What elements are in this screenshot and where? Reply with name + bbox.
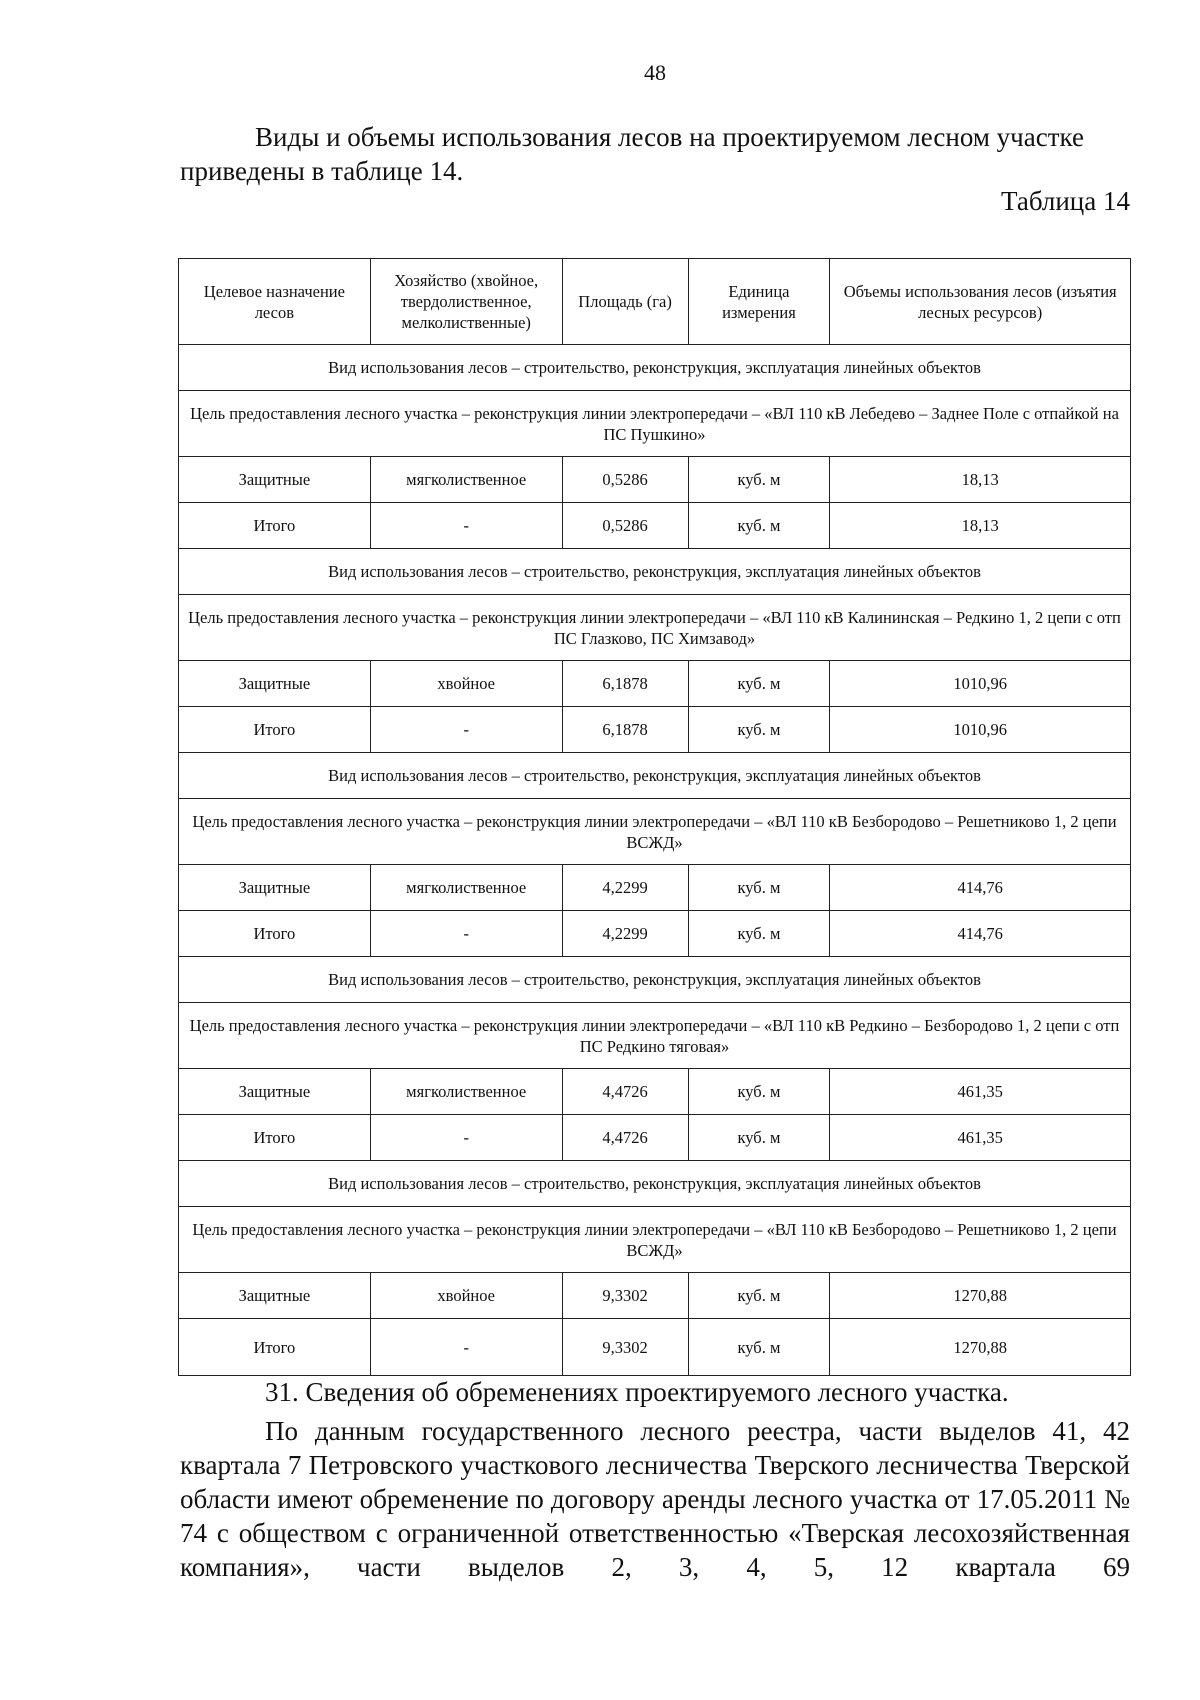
section-cell: Вид использования лесов – строительство, реконструкция, эксплуатация линейных объектов: [179, 957, 1131, 1003]
cell-economy: мягколиственное: [370, 1069, 562, 1115]
section-cell: Вид использования лесов – строительство, реконструкция, эксплуатация линейных объектов: [179, 345, 1131, 391]
section-cell: Вид использования лесов – строительство, реконструкция, эксплуатация линейных объектов: [179, 1161, 1131, 1207]
cell-purpose: Итого: [179, 503, 371, 549]
cell-economy: -: [370, 1319, 562, 1376]
intro-paragraph: Виды и объемы использования лесов на проектируемом лесном участке приведены в таблице 14.: [180, 122, 1084, 186]
cell-area: 4,4726: [562, 1069, 688, 1115]
cell-volume: 1270,88: [830, 1273, 1131, 1319]
section-row: [179, 753, 1131, 799]
cell-purpose: Защитные: [179, 865, 371, 911]
header-economy: Хозяйство (хвойное, твердолиственное, мелколиственные): [370, 259, 562, 345]
cell-volume: 461,35: [830, 1069, 1131, 1115]
cell-unit: куб. м: [688, 1319, 830, 1376]
cell-unit: куб. м: [688, 1273, 830, 1319]
page-number: 48: [644, 60, 666, 85]
cell-economy: -: [370, 707, 562, 753]
cell-unit: куб. м: [688, 1115, 830, 1161]
goal-cell: Цель предоставления лесного участка – реконструкция линии электропередачи – «ВЛ 110 кВ Безбородово – Решетниково 1, 2 цепи ВСЖД»: [179, 799, 1131, 865]
section-row: [179, 1161, 1131, 1207]
cell-area: 9,3302: [562, 1273, 688, 1319]
section-cell: Вид использования лесов – строительство, реконструкция, эксплуатация линейных объектов: [179, 753, 1131, 799]
cell-economy: мягколиственное: [370, 865, 562, 911]
cell-economy: -: [370, 1115, 562, 1161]
cell-volume: 18,13: [830, 457, 1131, 503]
cell-area: 0,5286: [562, 457, 688, 503]
cell-unit: куб. м: [688, 707, 830, 753]
table-row-total: [179, 707, 1131, 753]
cell-economy: хвойное: [370, 661, 562, 707]
cell-volume: 18,13: [830, 503, 1131, 549]
cell-economy: -: [370, 911, 562, 957]
cell-unit: куб. м: [688, 911, 830, 957]
forest-use-table: [178, 258, 1131, 1376]
table-row: [179, 1069, 1131, 1115]
cell-economy: мягколиственное: [370, 457, 562, 503]
cell-purpose: Защитные: [179, 1069, 371, 1115]
cell-purpose: Итого: [179, 911, 371, 957]
table-row-total: [179, 503, 1131, 549]
goal-cell: Цель предоставления лесного участка – реконструкция линии электропередачи – «ВЛ 110 кВ Лебедево – Заднее Поле с отпайкой на ПС Пушкино»: [179, 391, 1131, 457]
cell-unit: куб. м: [688, 661, 830, 707]
table-row: [179, 457, 1131, 503]
cell-purpose: Итого: [179, 1115, 371, 1161]
section-row: [179, 549, 1131, 595]
table-row: [179, 865, 1131, 911]
table-row-total: [179, 1115, 1131, 1161]
cell-area: 4,2299: [562, 865, 688, 911]
cell-volume: 1010,96: [830, 707, 1131, 753]
cell-purpose: Защитные: [179, 457, 371, 503]
section-heading: 31. Сведения об обременениях проектируемого лесного участка.: [265, 1377, 1009, 1407]
table-row-total: [179, 911, 1131, 957]
section-row: [179, 957, 1131, 1003]
cell-unit: куб. м: [688, 1069, 830, 1115]
table-row-total: [179, 1319, 1131, 1376]
cell-economy: -: [370, 503, 562, 549]
header-purpose: Целевое назначение лесов: [179, 259, 371, 345]
cell-volume: 461,35: [830, 1115, 1131, 1161]
cell-purpose: Защитные: [179, 1273, 371, 1319]
cell-unit: куб. м: [688, 865, 830, 911]
cell-area: 9,3302: [562, 1319, 688, 1376]
cell-area: 4,2299: [562, 911, 688, 957]
cell-volume: 1270,88: [830, 1319, 1131, 1376]
cell-purpose: Итого: [179, 707, 371, 753]
goal-row: [179, 1003, 1131, 1069]
cell-area: 0,5286: [562, 503, 688, 549]
cell-purpose: Итого: [179, 1319, 371, 1376]
cell-volume: 414,76: [830, 865, 1131, 911]
body-paragraph: По данным государственного лесного реестра, части выделов 41, 42 квартала 7 Петровского участкового лесничества Тверского лесничества Тверской области имеют обременение по договору аренды лесного участка от 17.05.2011 № 74 с обществом с ограниченной ответственностью «Тверская лесохозяйственная компания», части выделов 2, 3, 4, 5, 12 квартала 69: [180, 1416, 1130, 1582]
goal-cell: Цель предоставления лесного участка – реконструкция линии электропередачи – «ВЛ 110 кВ Калининская – Редкино 1, 2 цепи с отп ПС Глазково, ПС Химзавод»: [179, 595, 1131, 661]
goal-cell: Цель предоставления лесного участка – реконструкция линии электропередачи – «ВЛ 110 кВ Редкино – Безбородово 1, 2 цепи с отп ПС Редкино тяговая»: [179, 1003, 1131, 1069]
cell-purpose: Защитные: [179, 661, 371, 707]
goal-row: [179, 391, 1131, 457]
cell-volume: 414,76: [830, 911, 1131, 957]
cell-area: 4,4726: [562, 1115, 688, 1161]
header-area: Площадь (га): [562, 259, 688, 345]
goal-row: [179, 595, 1131, 661]
goal-row: [179, 1207, 1131, 1273]
table-header-row: [179, 259, 1131, 345]
cell-unit: куб. м: [688, 457, 830, 503]
table-caption: Таблица 14: [1001, 186, 1130, 216]
table-row: [179, 1273, 1131, 1319]
goal-cell: Цель предоставления лесного участка – реконструкция линии электропередачи – «ВЛ 110 кВ Безбородово – Решетниково 1, 2 цепи ВСЖД»: [179, 1207, 1131, 1273]
header-unit: Единица измерения: [688, 259, 830, 345]
cell-volume: 1010,96: [830, 661, 1131, 707]
table-row: [179, 661, 1131, 707]
section-cell: Вид использования лесов – строительство, реконструкция, эксплуатация линейных объектов: [179, 549, 1131, 595]
goal-row: [179, 799, 1131, 865]
cell-area: 6,1878: [562, 707, 688, 753]
cell-unit: куб. м: [688, 503, 830, 549]
header-volume: Объемы использования лесов (изъятия лесных ресурсов): [830, 259, 1131, 345]
cell-area: 6,1878: [562, 661, 688, 707]
section-row: [179, 345, 1131, 391]
cell-economy: хвойное: [370, 1273, 562, 1319]
